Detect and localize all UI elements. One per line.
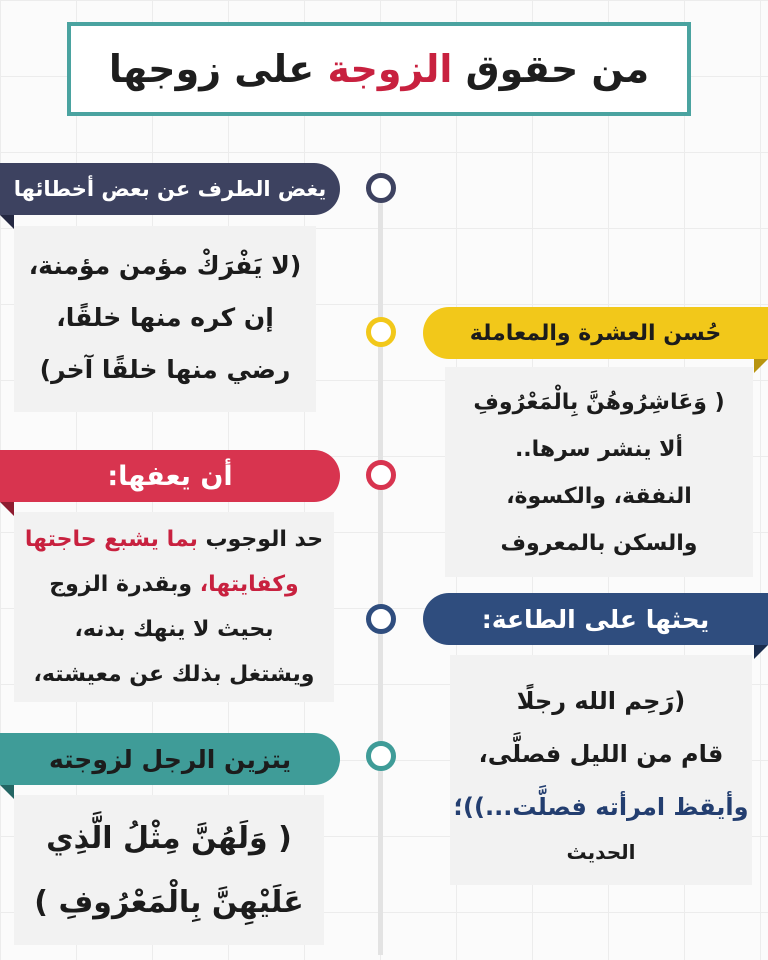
section3-line1-a: حد الوجوب (205, 527, 324, 552)
section3-line2-b: وبقدرة الزوج (49, 572, 193, 597)
section1-line3: رضي منها خلقًا آخر) (39, 355, 291, 384)
title-box (67, 22, 691, 116)
section2-line2: ألا ينشر سرها.. (514, 437, 684, 462)
section4-line3: وأيقظ امرأته فصلَّت...))؛ (453, 793, 749, 821)
section1-banner (0, 163, 340, 215)
section5-banner (0, 733, 340, 785)
section5-line2: عَلَيْهِنَّ بِالْمَعْرُوفِ ) (34, 885, 304, 920)
timeline-node-4 (366, 604, 396, 634)
section3-line3: بحيث لا ينهك بدنه، (74, 617, 274, 642)
section4-line2: قام من الليل فصلَّى، (478, 740, 724, 768)
title-part1: من حقوق (465, 47, 650, 91)
section4-banner (423, 593, 768, 645)
section3-line2-a: وكفايتها، (199, 572, 299, 597)
section4-heading: يحثها على الطاعة: (481, 604, 710, 634)
section3-line4: ويشتغل بذلك عن معيشته، (33, 662, 315, 687)
timeline-line (378, 185, 383, 955)
section1-heading: يغض الطرف عن بعض أخطائها (13, 177, 327, 201)
title-part3: على زوجها (108, 47, 315, 91)
section4-card (450, 655, 752, 885)
section2-line1: ( وَعَاشِرُوهُنَّ بِالْمَعْرُوفِ (473, 390, 725, 415)
section5-line1: ( وَلَهُنَّ مِثْلُ الَّذِي (46, 821, 292, 856)
section1-line2: إن كره منها خلقًا، (56, 303, 274, 332)
section1-fold (0, 215, 14, 229)
section4-line4: الحديث (566, 840, 636, 864)
section4-line1: (رَحِم الله رجلًا (516, 687, 686, 715)
timeline-node-1 (366, 173, 396, 203)
section2-card (445, 367, 753, 577)
section3-banner (0, 450, 340, 502)
section3-line2 (14, 562, 334, 607)
section3-heading: أن يعفها: (107, 460, 233, 492)
section5-card (14, 795, 324, 945)
section2-line3: النفقة، والكسوة، (506, 484, 692, 509)
section5-heading: يتزين الرجل لزوجته (48, 744, 292, 774)
timeline-node-2 (366, 317, 396, 347)
section2-heading: حُسن العشرة والمعاملة (469, 320, 722, 346)
title-highlight: الزوجة (327, 47, 453, 91)
section3-card (14, 512, 334, 702)
timeline-node-3 (366, 460, 396, 490)
section3-line1 (14, 517, 334, 562)
section3-fold (0, 502, 14, 516)
timeline-node-5 (366, 741, 396, 771)
section2-banner (423, 307, 768, 359)
section4-fold (754, 645, 768, 659)
section1-line1: (لا يَفْرَكْ مؤمن مؤمنة، (28, 251, 302, 280)
section5-fold (0, 785, 14, 799)
section1-card (14, 226, 316, 412)
section2-line4: والسكن بالمعروف (500, 531, 698, 556)
section3-line1-b: بما يشبع حاجتها (24, 527, 198, 552)
section2-fold (754, 359, 768, 373)
